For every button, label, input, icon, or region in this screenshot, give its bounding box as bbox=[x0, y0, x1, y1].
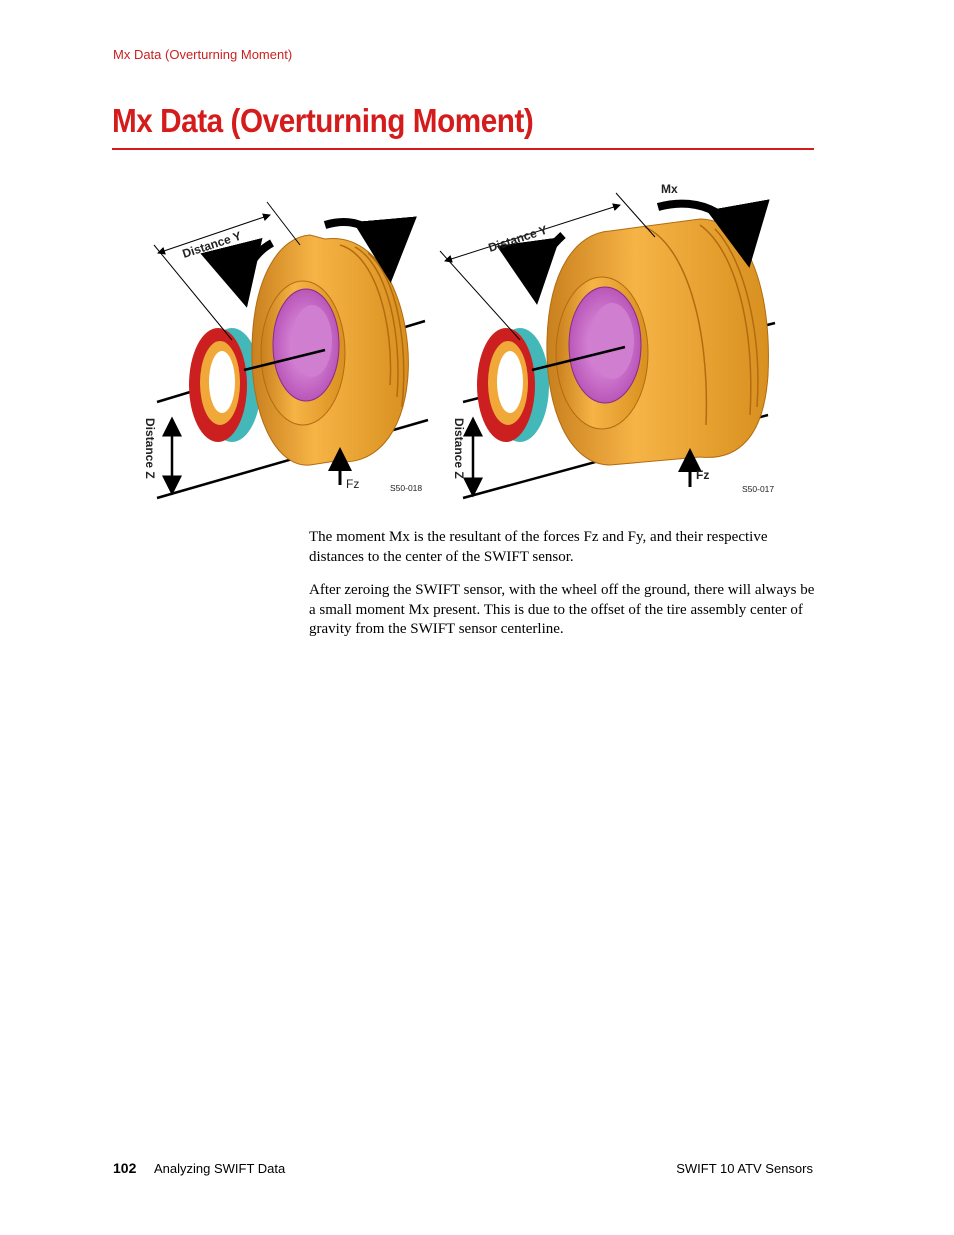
overturning-moment-figure bbox=[140, 175, 790, 515]
running-header: Mx Data (Overturning Moment) bbox=[113, 47, 293, 62]
left-distance-y-label: Distance Y bbox=[180, 228, 244, 261]
figure-illustration bbox=[140, 175, 790, 515]
right-mx-label: Mx bbox=[661, 182, 678, 196]
right-distance-y-label: Distance Y bbox=[486, 222, 550, 255]
left-distance-z-label: Distance Z bbox=[143, 418, 157, 479]
page-title: Mx Data (Overturning Moment) bbox=[112, 102, 534, 139]
footer-document-title: SWIFT 10 ATV Sensors bbox=[676, 1161, 813, 1176]
swift-sensor bbox=[189, 328, 261, 442]
title-rule bbox=[112, 148, 814, 150]
right-distance-z-label: Distance Z bbox=[452, 418, 466, 479]
footer-section-title: Analyzing SWIFT Data bbox=[154, 1161, 286, 1176]
right-fz-label: Fz bbox=[696, 468, 710, 482]
left-figure-code: S50-018 bbox=[390, 483, 423, 493]
tire bbox=[252, 235, 408, 465]
dual-tire bbox=[547, 219, 769, 465]
paragraph-1: The moment Mx is the resultant of the forces Fz and Fy, and their respective distances to the center of the SWIFT sensor. bbox=[309, 529, 768, 565]
body-text bbox=[309, 528, 819, 654]
right-assembly bbox=[440, 182, 775, 498]
swift-sensor bbox=[477, 328, 549, 442]
right-figure-code: S50-017 bbox=[742, 484, 775, 494]
left-fz-label: Fz bbox=[346, 477, 360, 491]
left-assembly bbox=[143, 202, 428, 498]
footer-page-number: 102 bbox=[113, 1160, 137, 1176]
paragraph-2: After zeroing the SWIFT sensor, with the wheel off the ground, there will always be a small moment Mx present. This is due to the offset of the tire assembly center of gravity from the SWIFT sensor centerline. bbox=[309, 582, 815, 637]
